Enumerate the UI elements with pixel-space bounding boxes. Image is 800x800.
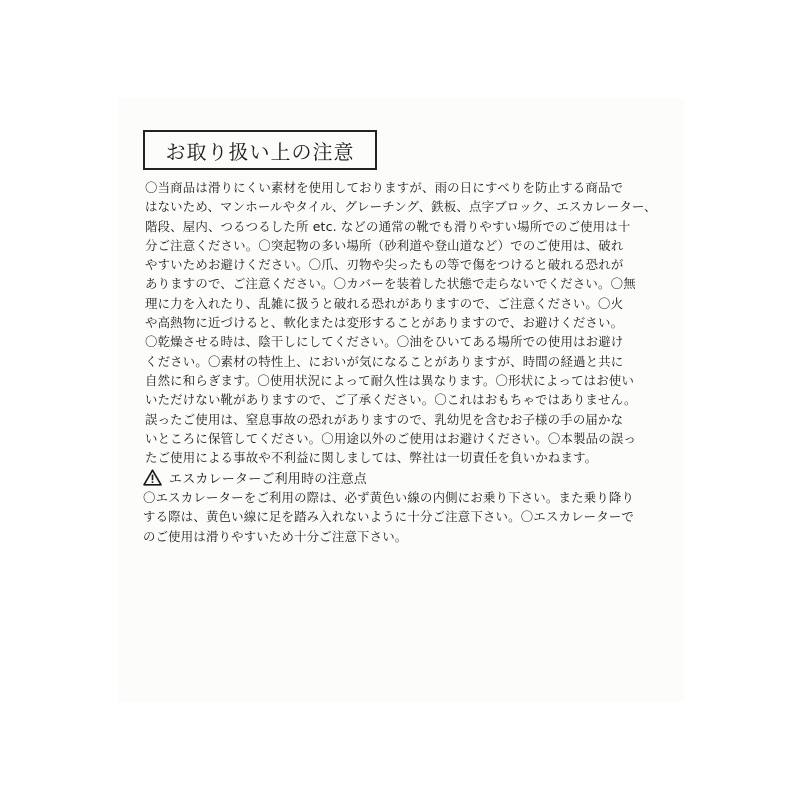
escalator-warning-title: エスカレーターご利用時の注意点 (169, 471, 368, 487)
caution-body (145, 178, 665, 467)
escalator-warning-heading (143, 466, 367, 488)
caution-line: ありますので、ご注意ください。〇カバーを装着した状態で走らないでください。〇無 (145, 276, 636, 292)
caution-line: や高熱物に近づけると、軟化または変形することがありますので、お避けください。 (145, 315, 624, 331)
caution-line: 階段、屋内、つるつるした所 etc. などの通常の靴でも滑りやすい場所でのご使用は十 (145, 218, 631, 234)
caution-line: たご使用による事故や不利益に関しましては、弊社は一切責任を負いかねます。 (145, 450, 598, 466)
caution-line: いただけない靴がありますので、ご了承ください。〇これはおもちゃではありません。 (145, 392, 637, 408)
caution-line: ください。〇素材の特性上、においが気になることがありますが、時間の経過と共に (145, 353, 624, 369)
escalator-warning-line: 〇エスカレーターをご利用の際は、必ず黄色い線の内側にお乗り下さい。また乗り降り (143, 490, 635, 505)
caution-line: はないため、マンホールやタイル、グレーチング、鉄板、点字ブロック、エスカレーター、 (145, 199, 657, 215)
caution-line: 理に力を入れたり、乱雑に扱うと破れる恐れがありますので、ご注意ください。〇火 (145, 295, 624, 311)
escalator-warning-line: のご使用は滑りやすいため十分ご注意下さい。 (143, 528, 408, 544)
caution-line: 分ご注意ください。〇突起物の多い場所（砂利道や登山道など）でのご使用は、破れ (145, 237, 624, 253)
caution-line: 〇当商品は滑りにくい素材を使用しておりますが、雨の日にすべりを防止する商品で (145, 180, 624, 195)
caution-line: 自然に和らぎます。〇使用状況によって耐久性は異なります。〇形状によってはお使い (145, 372, 635, 388)
caution-line: いところに保管してください。〇用途以外のご使用はお避けください。〇本製品の誤っ (145, 430, 637, 446)
escalator-warning-body (143, 488, 673, 546)
escalator-warning-line: する際は、黄色い線に足を踏み入れないように十分ご注意下さい。〇エスカレーターで (143, 509, 635, 525)
caution-line: やすいためお避けください。〇爪、刃物や尖ったもの等で傷をつけると破れる恐れが (145, 257, 624, 273)
warning-triangle-icon (143, 469, 162, 486)
caution-line: 〇乾燥させる時は、陰干しにしてください。〇油をひいてある場所での使用はお避け (145, 334, 624, 350)
title-box (143, 130, 377, 170)
page-title: お取り扱い上の注意 (165, 139, 355, 164)
caution-line: 誤ったご使用は、窒息事故の恐れがありますので、乳幼児を含むお子様の手の届かな (145, 411, 624, 427)
